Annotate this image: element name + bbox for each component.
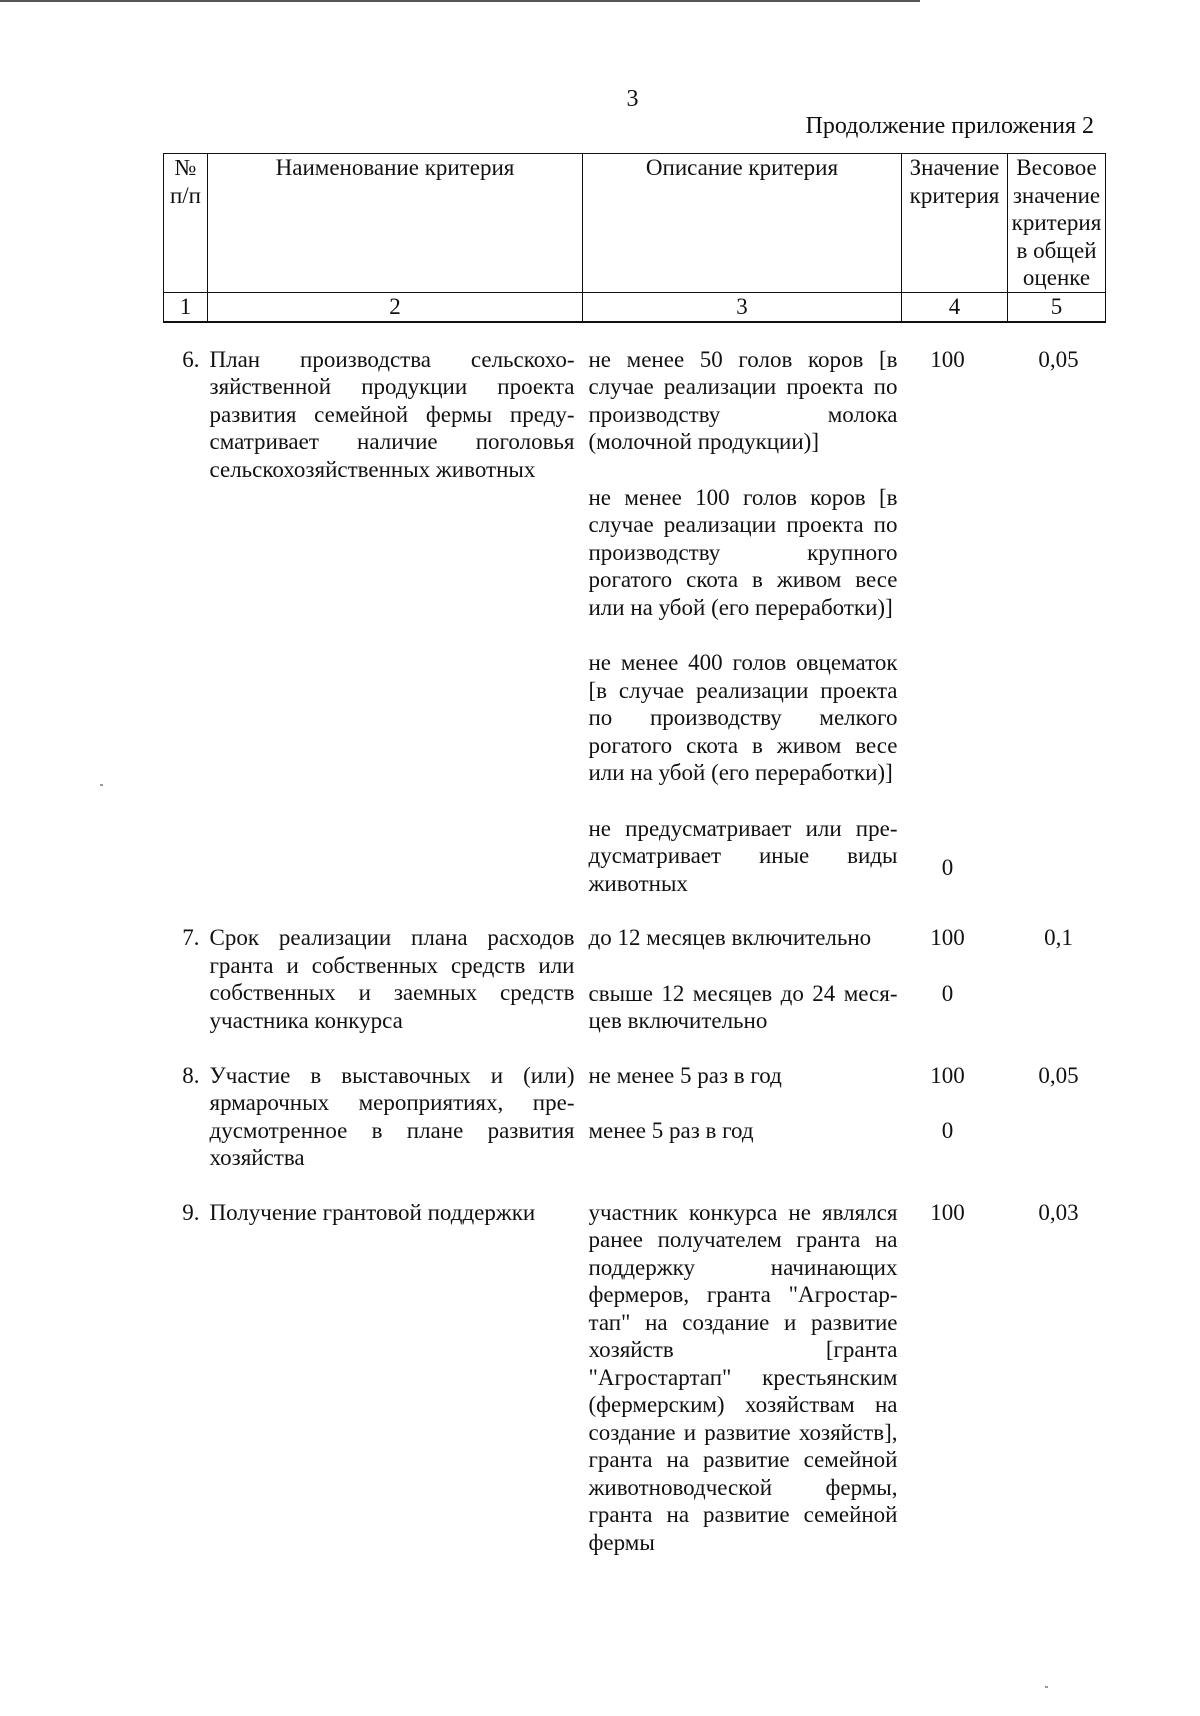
criterion-values [902, 1172, 1008, 1557]
table-row [164, 897, 1106, 1035]
scan-top-edge [0, 0, 920, 2]
criteria-table [163, 153, 1106, 1556]
option-value: 100 [930, 1062, 965, 1088]
option-description: участник конкурса не являлся ранее получателем гранта на поддержку начинающих фермеров, гранта "Агростартап" на создание и развитие хозяйств [гранта "Агростартап" крестьянским (фермерским) хозяйствам на создание и развитие хозяйств], гранта на развитие семейной животноводческой фермы, гранта на развитие семейной фермы [588, 1199, 898, 1555]
option-description: не менее 100 голов коров [в случае реализации проекта по производству крупного рогатого скота в живом весе или на убой (его переработки)] [588, 484, 898, 620]
row-number: 7. [182, 925, 200, 950]
column-number-row [164, 292, 1106, 322]
option-value: 100 [930, 925, 965, 950]
option-value: 100 [930, 1199, 965, 1225]
criterion-descriptions [583, 897, 902, 1035]
table-row [164, 1035, 1106, 1172]
option-description: свыше 12 месяцев до 24 месяцев включительно [588, 980, 898, 1033]
column-number: 1 [164, 292, 208, 322]
scan-speck [1045, 1686, 1048, 1688]
criterion-name: План производства сельскохозяйственной продукции проекта развития семейной фермы предусматривает наличие поголовья сельскохозяйственных животных [209, 346, 575, 482]
row-number: 9. [182, 1199, 200, 1225]
option-value: 0 [941, 854, 954, 880]
option-description: не менее 50 голов коров [в случае реализации проекта по производству молока (молочной продукции)] [588, 346, 898, 454]
scan-speck [100, 784, 103, 786]
option-description: не менее 5 раз в год [588, 1062, 782, 1088]
row-number: 8. [182, 1062, 200, 1088]
page-number: 3 [626, 86, 639, 112]
column-number: 3 [583, 292, 902, 322]
option-description: не предусматривает или предусматривает иные виды животных [588, 815, 898, 896]
column-number: 5 [1008, 292, 1106, 322]
criterion-weight-cell [1008, 1172, 1106, 1557]
criterion-weight: 0,03 [1038, 1199, 1079, 1225]
option-description: не менее 400 голов овцематок [в случае реализации проекта по производству мелкого рогатого скота в живом весе или на убой (его переработки)] [588, 650, 898, 785]
criterion-weight: 0,05 [1038, 346, 1079, 372]
option-description: до 12 месяцев включительно [588, 925, 872, 950]
criterion-values [902, 897, 1008, 1035]
criterion-name: Участие в выставочных и (или) ярмарочных мероприятиях, предусмотренное в плане развития хозяйства [209, 1062, 575, 1170]
header-desc: Описание критерия [583, 154, 902, 293]
criterion-values [902, 322, 1008, 898]
appendix-continuation-label: Продолжение приложения 2 [805, 113, 1094, 139]
option-description: менее 5 раз в год [588, 1118, 754, 1143]
option-value: 100 [930, 346, 965, 372]
row-number: 6. [182, 346, 200, 372]
table-row [164, 322, 1106, 898]
criterion-name: Срок реализации плана расходов гранта и собственных средств или собственных и заемных средств участника конкурса [209, 925, 575, 1033]
column-number: 4 [902, 292, 1008, 322]
header-num: № п/п [164, 154, 208, 293]
column-number: 2 [208, 292, 583, 322]
criterion-weight-cell [1008, 897, 1106, 1035]
criterion-descriptions [583, 1035, 902, 1172]
table-header-row [164, 154, 1106, 293]
criterion-name: Получение грантовой поддержки [209, 1199, 536, 1225]
criterion-weight-cell [1008, 1035, 1106, 1172]
criterion-weight: 0,1 [1044, 925, 1073, 950]
header-name: Наименование критерия [208, 154, 583, 293]
criterion-descriptions [583, 322, 902, 898]
criterion-weight: 0,05 [1038, 1062, 1079, 1088]
table-row [164, 1172, 1106, 1557]
criterion-descriptions [583, 1172, 902, 1557]
option-value: 0 [941, 1118, 954, 1143]
criterion-values [902, 1035, 1008, 1172]
header-weight: Весовое значение критерия в общей оценке [1008, 154, 1106, 293]
criterion-weight-cell [1008, 322, 1106, 898]
option-value: 0 [941, 980, 954, 1006]
header-value: Значение критерия [902, 154, 1008, 293]
